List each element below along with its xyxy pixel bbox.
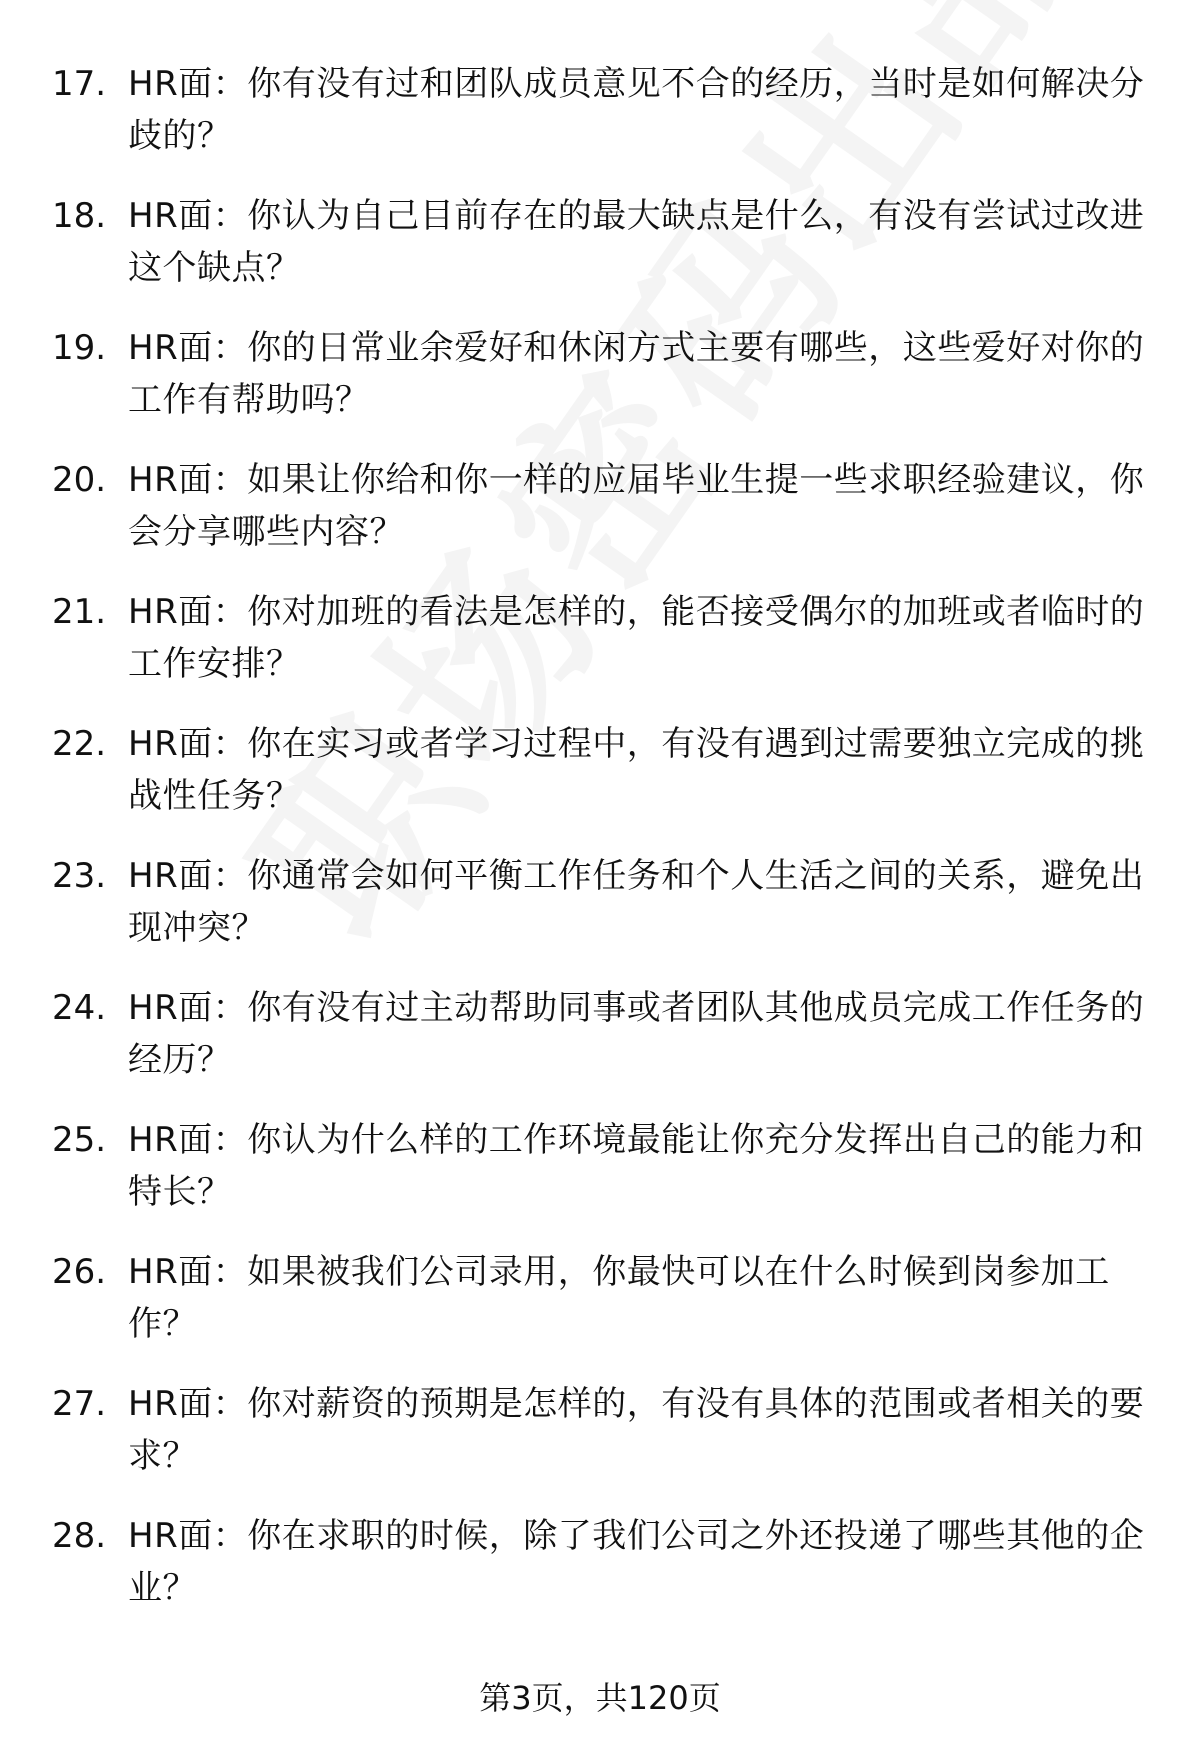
- question-item: [52, 718, 1152, 850]
- question-item: [52, 1510, 1152, 1642]
- question-item: [52, 850, 1152, 982]
- question-number: 17.: [52, 64, 107, 104]
- question-number: 23.: [52, 856, 107, 896]
- question-number: 19.: [52, 328, 107, 368]
- question-list: [52, 58, 1152, 1642]
- question-number: 20.: [52, 460, 107, 500]
- question-number: 18.: [52, 196, 107, 236]
- question-item: [52, 454, 1152, 586]
- question-item: [52, 1378, 1152, 1510]
- question-text: HR面：你通常会如何平衡工作任务和个人生活之间的关系，避免出现冲突？: [128, 856, 1145, 948]
- question-text: HR面：你有没有过主动帮助同事或者团队其他成员完成工作任务的经历？: [128, 988, 1145, 1080]
- question-number: 26.: [52, 1252, 107, 1292]
- question-item: [52, 982, 1152, 1114]
- question-text: HR面：你认为自己目前存在的最大缺点是什么，有没有尝试过改进这个缺点？: [128, 196, 1145, 288]
- question-text: HR面：你在实习或者学习过程中，有没有遇到过需要独立完成的挑战性任务？: [128, 724, 1145, 816]
- question-item: [52, 58, 1152, 190]
- question-text: HR面：你认为什么样的工作环境最能让你充分发挥出自己的能力和特长？: [128, 1120, 1145, 1212]
- question-item: [52, 190, 1152, 322]
- question-text: HR面：如果让你给和你一样的应届毕业生提一些求职经验建议，你会分享哪些内容？: [128, 460, 1145, 552]
- page-footer: [0, 1676, 1200, 1720]
- question-item: [52, 322, 1152, 454]
- question-text: HR面：你有没有过和团队成员意见不合的经历，当时是如何解决分歧的？: [128, 64, 1145, 156]
- question-text: HR面：你对加班的看法是怎样的，能否接受偶尔的加班或者临时的工作安排？: [128, 592, 1145, 684]
- question-number: 21.: [52, 592, 107, 632]
- page-number-label: 第3页，共120页: [479, 1679, 721, 1717]
- question-item: [52, 1246, 1152, 1378]
- question-number: 27.: [52, 1384, 107, 1424]
- question-text: HR面：你的日常业余爱好和休闲方式主要有哪些，这些爱好对你的工作有帮助吗？: [128, 328, 1145, 420]
- question-item: [52, 586, 1152, 718]
- question-text: HR面：你对薪资的预期是怎样的，有没有具体的范围或者相关的要求？: [128, 1384, 1145, 1476]
- question-number: 25.: [52, 1120, 107, 1160]
- question-number: 28.: [52, 1516, 107, 1556]
- question-text: HR面：如果被我们公司录用，你最快可以在什么时候到岗参加工作？: [128, 1252, 1110, 1344]
- question-number: 22.: [52, 724, 107, 764]
- question-item: [52, 1114, 1152, 1246]
- question-number: 24.: [52, 988, 107, 1028]
- question-text: HR面：你在求职的时候，除了我们公司之外还投递了哪些其他的企业？: [128, 1516, 1145, 1608]
